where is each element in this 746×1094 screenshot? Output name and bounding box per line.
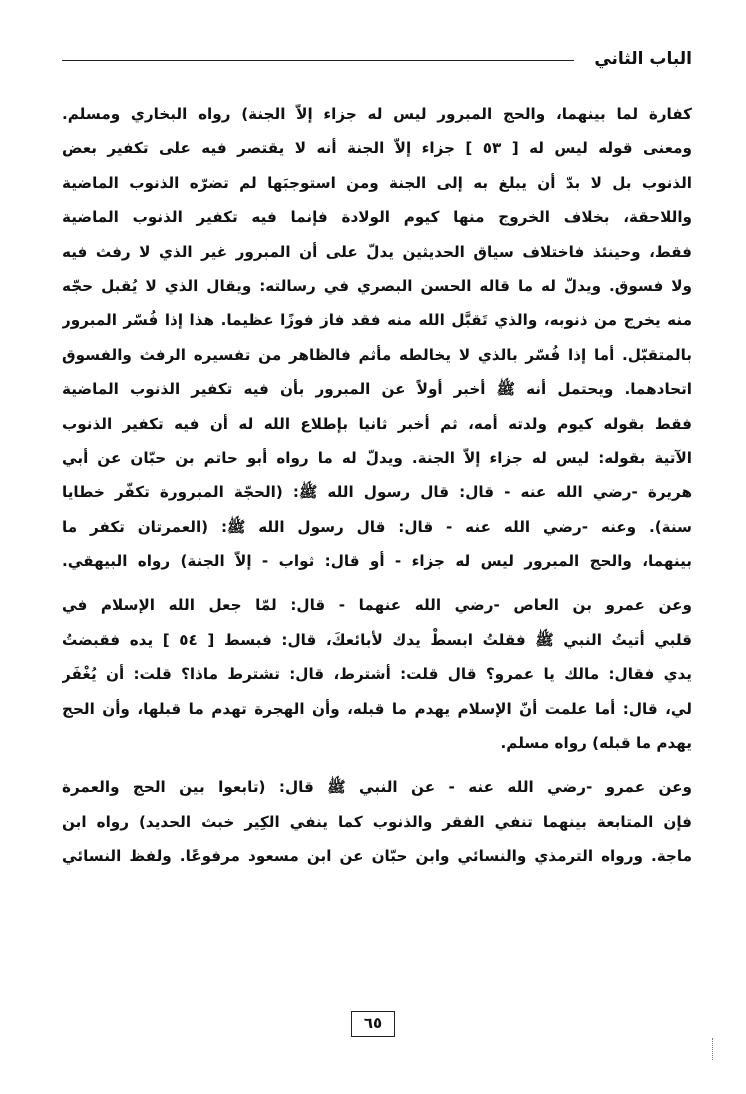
page-number: ٦٥ <box>351 1011 395 1037</box>
chapter-title: الباب الثاني <box>594 49 692 69</box>
text-line: بالمتقبّل. أما إذا فُسّر بالذي لا يخالطه مأثم فالظاهر من تفسيره الرفث والفسوق <box>62 345 692 364</box>
text-line: الذنوب بل لا بدّ أن يبلغ به إلى الجنة ومن استوجبَها لم تضرّه الذنوب الماضية <box>62 173 692 192</box>
text-line: وعن عمرو بن العاص -رضي الله عنهما - قال: لمّا جعل الله الإسلام في <box>62 596 692 615</box>
paragraph <box>62 588 692 760</box>
text-line: سنة). وعنه -رضي الله عنه - قال: قال رسول الله ﷺ: (العمرتان تكفر ما <box>62 517 692 536</box>
text-line: فقط بقوله كيوم ولدته أمه، ثم أخبر ثانيا بإطلاع الله له أن فيه تكفير الذنوب <box>62 414 692 433</box>
paragraph <box>62 97 692 578</box>
paragraph-gap <box>62 760 692 770</box>
paragraph <box>62 770 692 873</box>
text-line: ماجة. ورواه الترمذي والنسائي وابن حبّان عن ابن مسعود مرفوعًا. ولفظ النسائي <box>62 847 692 866</box>
text-line: ومعنى قوله ليس له [ ٥٣ ] جزاء إلاّ الجنة أنه لا يقتصر فيه على تكفير بعض <box>62 139 692 158</box>
text-line: هريرة -رضي الله عنه - قال: قال رسول الله ﷺ: (الحجّة المبرورة تكفّر خطايا <box>62 483 692 502</box>
page-header <box>62 44 692 74</box>
text-line: فإن المتابعة بينهما تنفي الفقر والذنوب كما ينفي الكِير خبث الحديد) رواه ابن <box>62 812 692 831</box>
text-line: لي، قال: أما علمت أنّ الإسلام يهدم ما قبله، وأن الهجرة تهدم ما قبلها، وأن الحج <box>62 699 692 718</box>
text-line: ولا فسوق. ويدلّ له ما قاله الحسن البصري في رسالته: ويقال الذي لا يُقبل حجّه <box>62 276 692 295</box>
text-line: كفارة لما بينهما، والحج المبرور ليس له جزاء إلاّ الجنة) رواه البخاري ومسلم. <box>62 105 692 123</box>
text-line: يدي فقال: مالك يا عمرو؟ قال قلت: أشترط، قال: تشترط ماذا؟ قلت: أن يُغْفَر <box>62 665 692 684</box>
paragraph-gap <box>62 578 692 588</box>
text-line: فقط، وحينئذ فاختلاف سياق الحديثين يدلّ على أن المبرور غير الذي لا رفث فيه <box>62 242 692 261</box>
text-line: الآتية بقوله: ليس له جزاء إلاّ الجنة. ويدلّ له ما رواه أبو حاتم بن حبّان عن أبي <box>62 448 692 467</box>
text-line: وعن عمرو -رضي الله عنه - عن النبي ﷺ قال: (تابعوا بين الحج والعمرة <box>62 778 692 797</box>
text-line: بينهما، والحج المبرور ليس له جزاء - أو قال: ثواب - إلاّ الجنة) رواه البيهقي. <box>62 552 692 571</box>
body-text <box>62 97 692 874</box>
text-line: قلبي أتيتُ النبي ﷺ فقلتُ ابسطْ يدك لأبائعكَ، قال: فبسط [ ٥٤ ] يده فقبضتُ <box>62 630 692 649</box>
text-line: منه يخرج من ذنوبه، والذي تَقبَّل الله منه فقد فاز فوزًا عظيما. هذا إذا فُسّر المبرور <box>62 311 692 330</box>
text-line: اتحادهما. ويحتمل أنه ﷺ أخبر أولاً عن المبرور بأن فيه تكفير الذنوب الماضية <box>62 380 692 399</box>
text-line: واللاحقة، بخلاف الخروج منها كيوم الولادة فإنما فيه تكفير الذنوب الماضية <box>62 208 692 227</box>
header-rule <box>62 60 574 61</box>
text-line: يهدم ما قبله) رواه مسلم. <box>500 734 692 753</box>
gutter-mark <box>712 1038 713 1060</box>
